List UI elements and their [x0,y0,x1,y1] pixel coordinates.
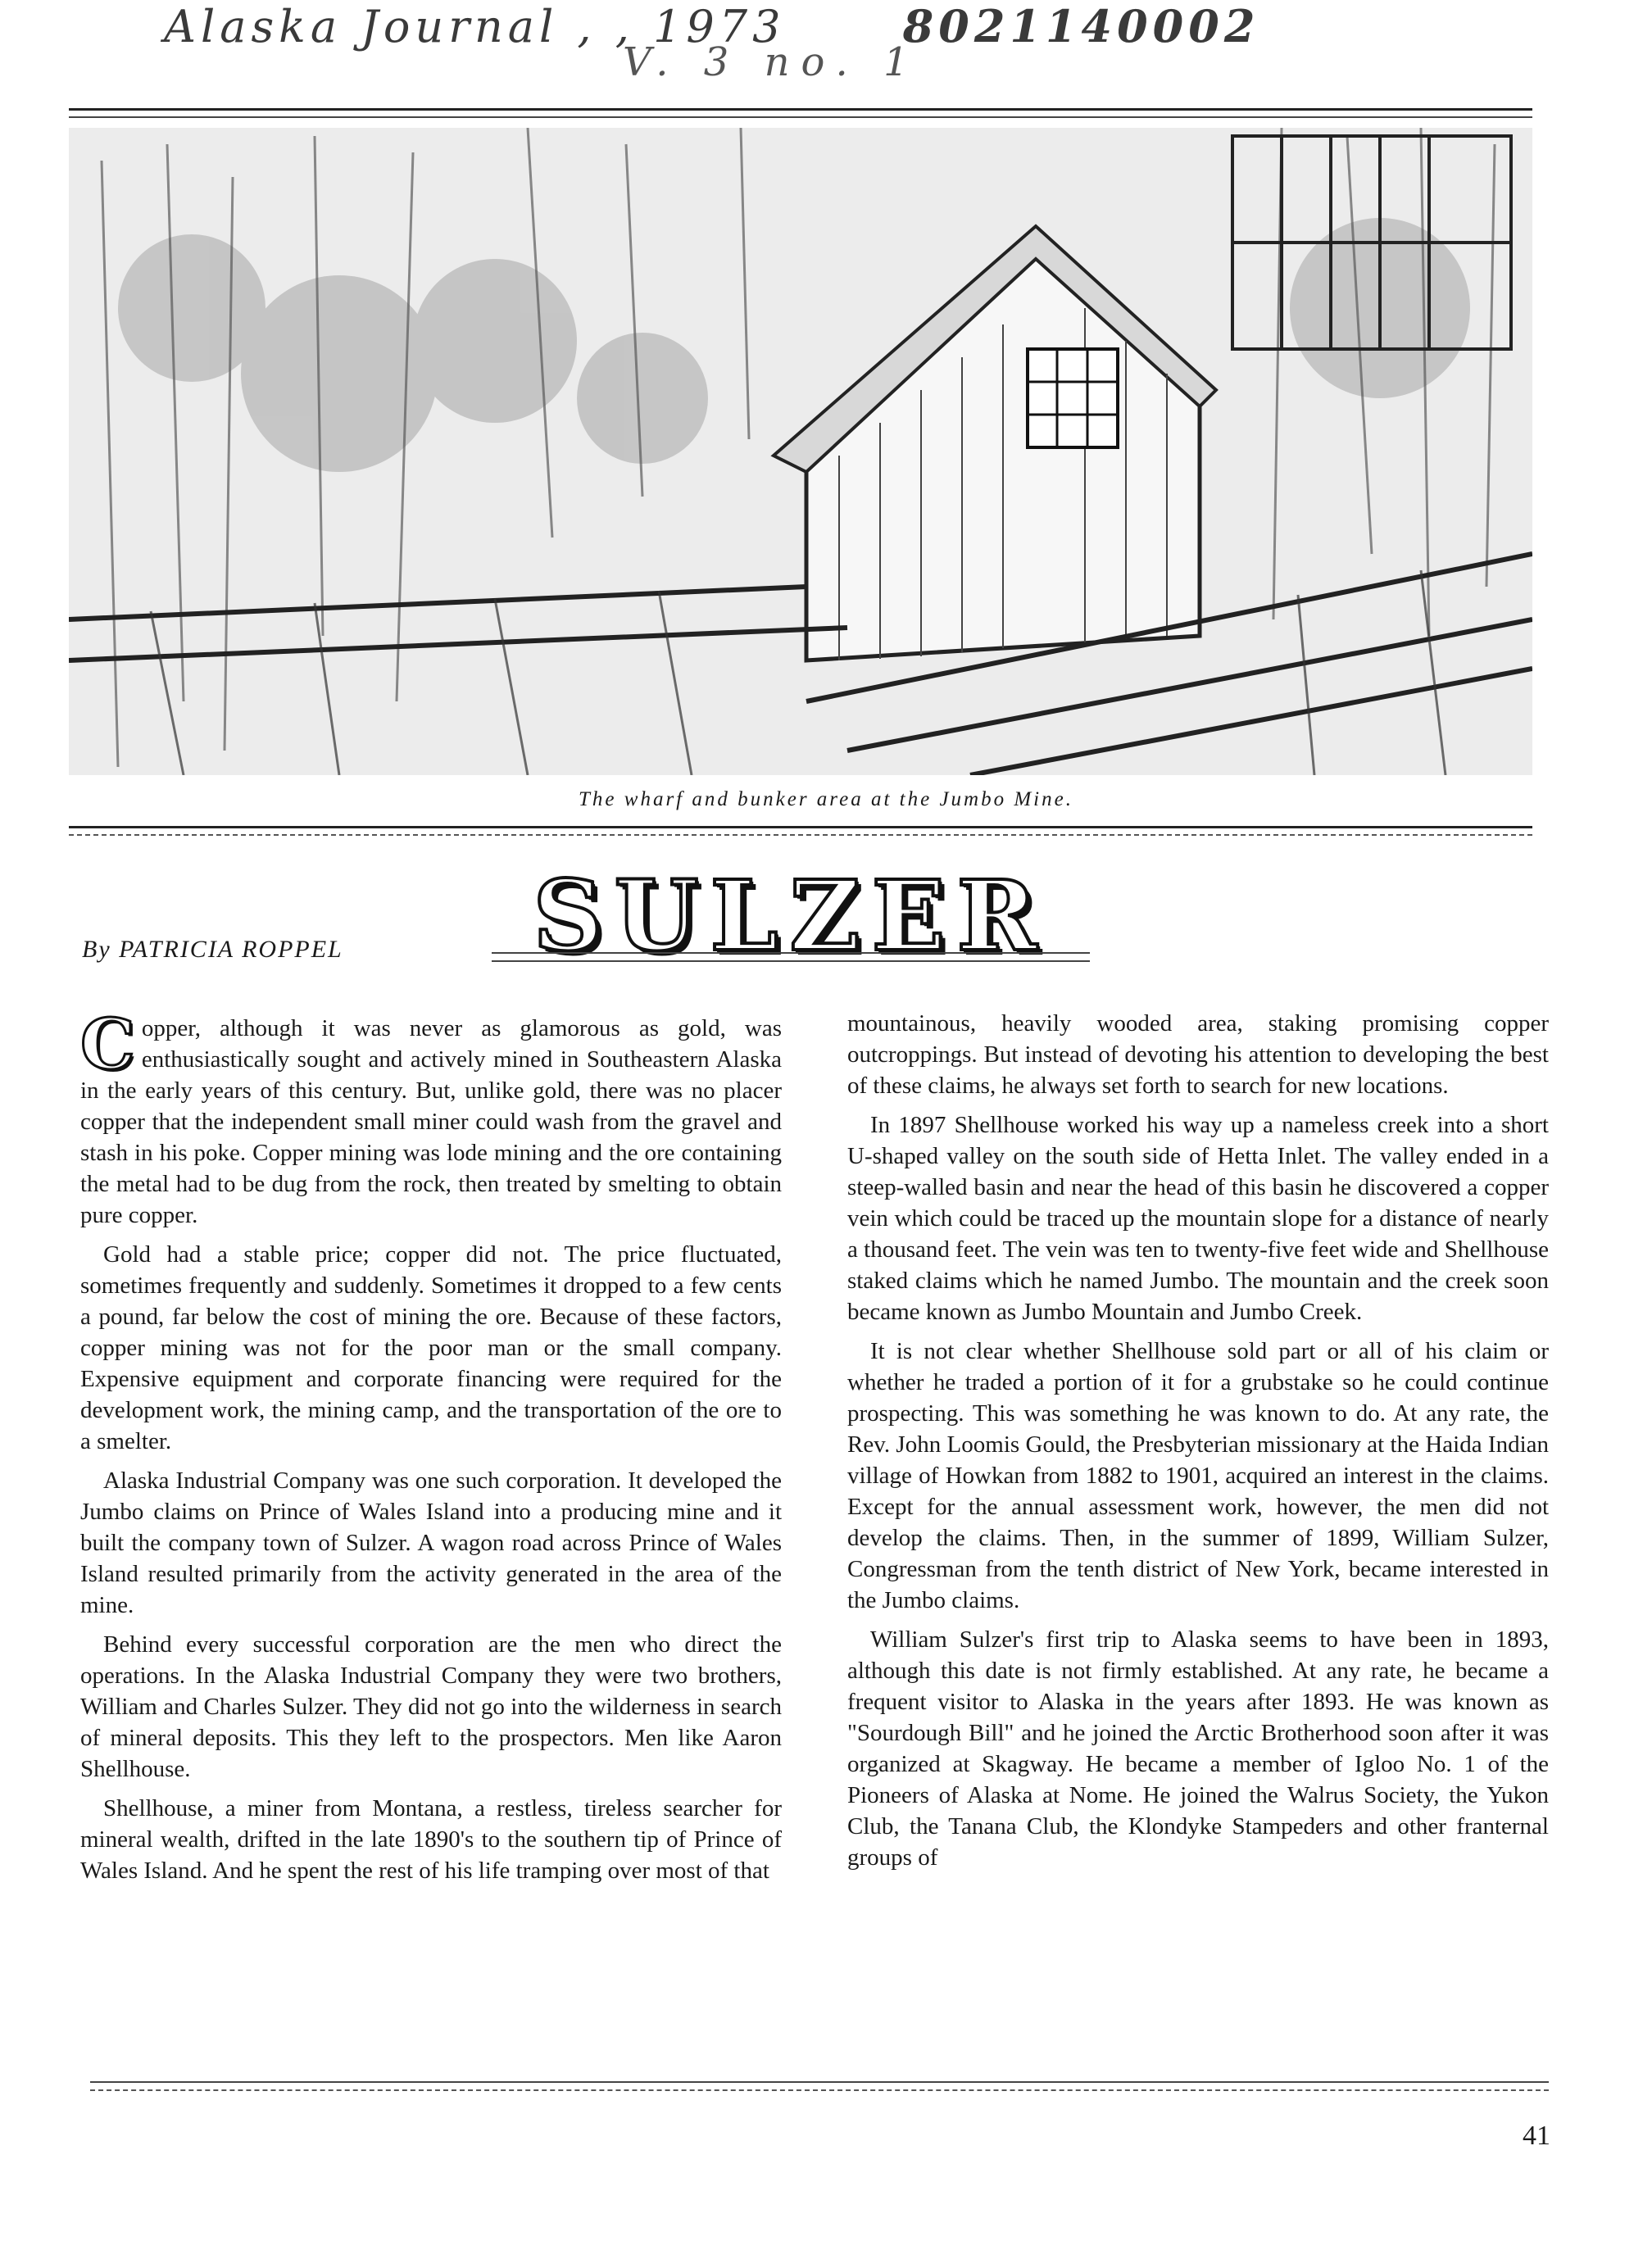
bottom-rule [90,2081,1549,2083]
photo-illustration [69,128,1532,775]
handwritten-volume: V. 3 no. 1 [623,39,920,85]
paragraph: Alaska Industrial Company was one such corporation. It developed the Jumbo claims on Prince of Wales Island into a producing mine and it built the company town of Sulzer. A wagon road across Prince of Wales Island resulted primarily from the activity generated in the area of the mine. [80,1468,782,1618]
caption-rule-secondary [69,834,1532,836]
paragraph: It is not clear whether Shellhouse sold part or all of his claim or whether he traded a portion of it for a grubstake so he could continue prospecting. This was something he was known to do. At any rate, the Rev. John Loomis Gould, the Presbyterian missionary at the Haida Indian village of Howkan from 1882 to 1901, acquired an interest in the claims. Except for the annual assessment work, however, the men did not develop the claims. Then, in the summer of 1899, William Sulzer, Congressman from the tenth district of New York, became interested in the Jumbo claims. [847,1338,1549,1613]
bottom-rule-secondary [90,2089,1549,2091]
paragraph: William Sulzer's first trip to Alaska seems to have been in 1893, although this date is not firmly established. At any rate, he became a frequent visitor to Alaska in the years after 1893. He was known as "Sourdough Bill" and he joined the Arctic Brotherhood soon after it was organized at Skagway. He became a member of Igloo No. 1 of the Pioneers of Alaska at Nome. He joined the Walrus Society, the Yukon Club, the Tanana Club, the Klondyke Stampeders and other franternal groups of [847,1626,1549,1871]
paragraph: mountainous, heavily wooded area, staking promising copper outcroppings. But instead of devoting his attention to developing the best of these claims, he always set forth to search for new locations. [847,1010,1549,1099]
article-title: SULZER [533,859,1049,973]
handwritten-source: Alaska Journal , , 1973 [164,1,786,52]
caption-rule [69,826,1532,828]
paragraph: In 1897 Shellhouse worked his way up a nameless creek into a short U-shaped valley on the south side of Hetta Inlet. The valley ended in a steep-walled basin and near the head of this basin he discovered a copper vein which could be traced up the mountain slope for a distance of nearly a thousand feet. The vein was ten to twenty-five feet wide and Shellhouse staked claims which he named Jumbo. The mountain and the creek soon became known as Jumbo Mountain and Jumbo Creek. [847,1112,1549,1325]
article-column-right [847,1008,1549,1881]
photo-caption: The wharf and bunker area at the Jumbo Mine. [579,788,1073,810]
handwritten-code: 8021140002 [902,0,1260,52]
title-rule-secondary [492,960,1090,962]
article-byline: By PATRICIA ROPPEL [82,936,343,963]
top-rule [69,108,1532,111]
mine-photograph [69,128,1532,775]
title-rule [492,952,1090,954]
paragraph: Behind every successful corporation are the men who direct the operations. In the Alaska Industrial Company they were two brothers, William and Charles Sulzer. They did not go into the wilderness in search of mineral deposits. This they left to the prospectors. Men like Aaron Shellhouse. [80,1631,782,1782]
paragraph: Shellhouse, a miner from Montana, a restless, tireless searcher for mineral wealth, drifted in the late 1890's to the southern tip of Prince of Wales Island. And he spent the rest of his life tramping over most of that [80,1795,782,1884]
paragraph: Gold had a stable price; copper did not. The price fluctuated, sometimes frequently and suddenly. Sometimes it dropped to a few cents a pound, far below the cost of mining the ore. Because of these factors, copper mining was not for the poor man or the small company. Expensive equipment and corporate financing were required for the development work, the mining camp, and the transportation of the ore to a smelter. [80,1241,782,1454]
top-rule-secondary [69,116,1532,118]
page-number: 41 [1523,2121,1550,2151]
drop-cap: C [80,1004,135,1085]
paragraph: Copper, although it was never as glamorous as gold, was enthusiastically sought and actively mined in Southeastern Alaska in the early years of this century. But, unlike gold, there was no placer copper that the independent small miner could wash from the gravel and stash in his poke. Copper mining was lode mining and the ore containing the metal had to be dug from the rock, then treated by smelting to obtain pure copper. [80,1004,782,1228]
article-column-left [80,1004,782,1894]
